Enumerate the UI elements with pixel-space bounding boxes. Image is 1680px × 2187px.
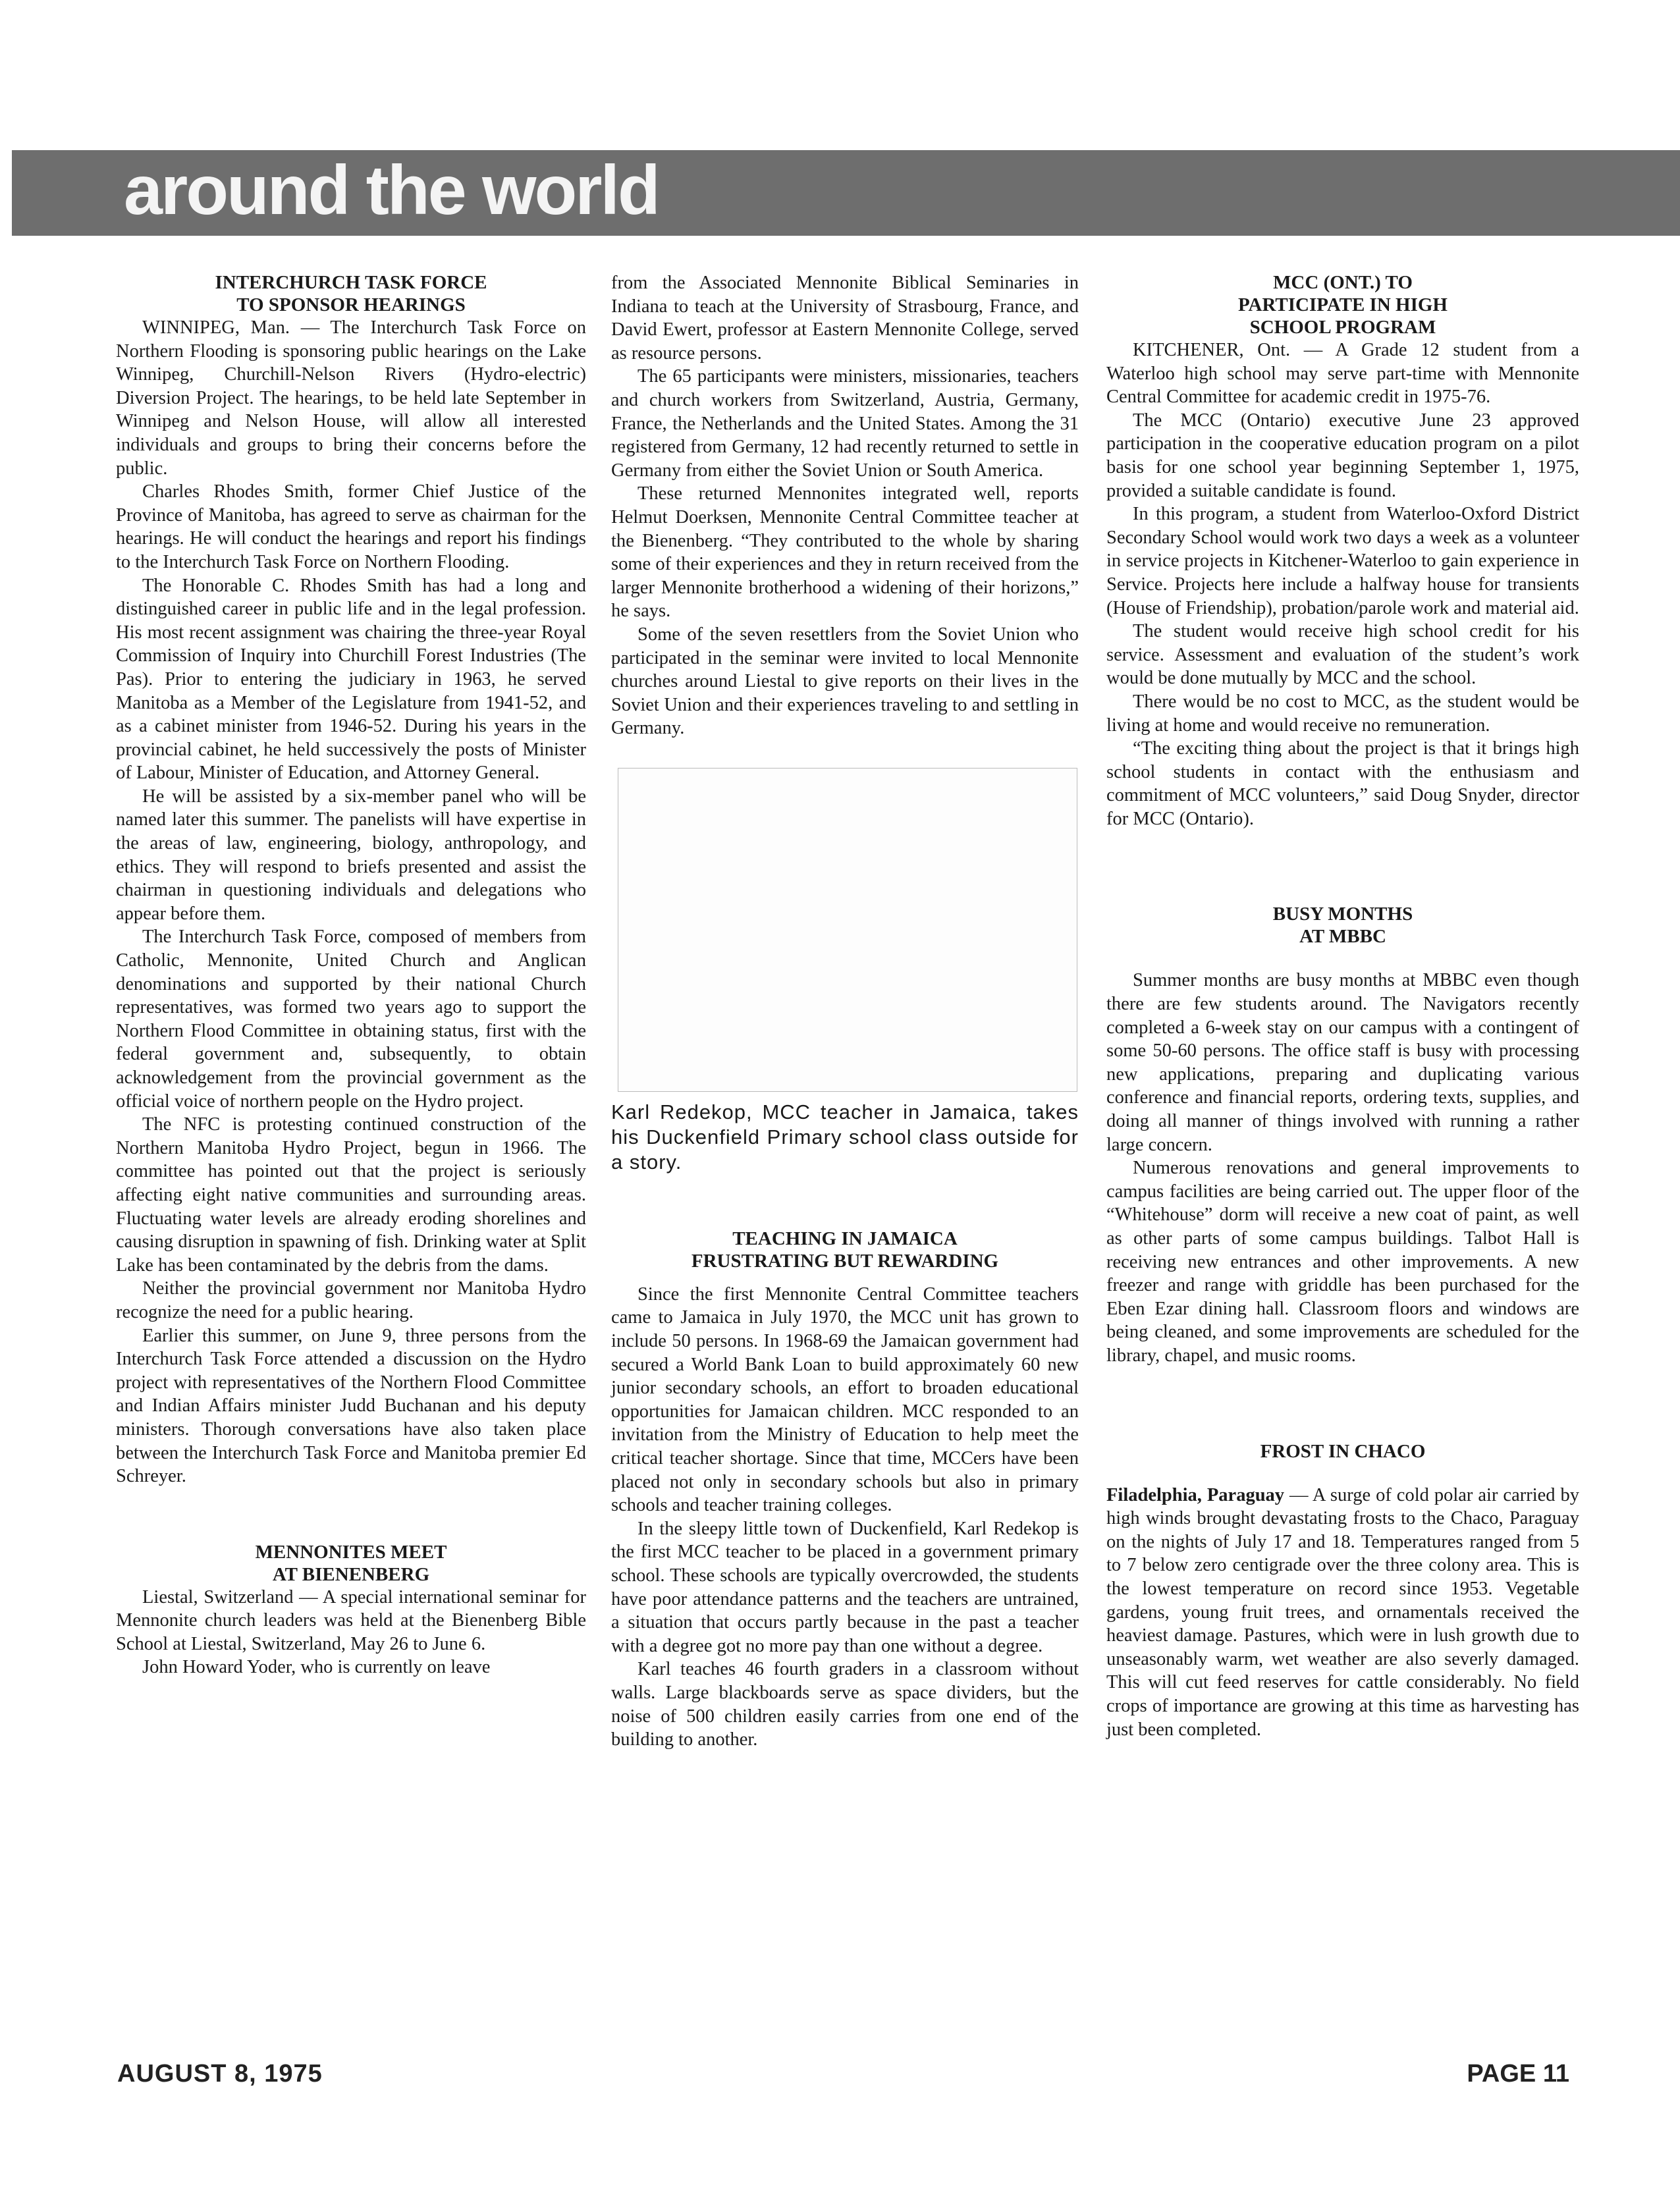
article-paragraph: These returned Mennonites integrated well, reports Helmut Doerksen, Mennonite Central Committee teacher at the Bienenberg. “They contributed to the whole by sharing some of their experiences and they in return received from the larger Mennonite brotherhood a widening of their horizons,” he says. — [611, 483, 1079, 622]
article-paragraph: The student would receive high school credit for his service. Assessment and evaluation of the student’s work would be done mutually by MCC and the school. — [1106, 621, 1579, 689]
column-1 — [116, 271, 586, 1679]
headline-bienenberg: MENNONITES MEET AT BIENENBERG — [255, 1541, 447, 1585]
article-continuation: from the Associated Mennonite Biblical Seminaries in Indiana to teach at the University of Strasbourg, France, and David Ewert, professor at Eastern Mennonite College, served as resource persons. — [611, 273, 1079, 364]
photo-caption: Karl Redekop, MCC teacher in Jamaica, takes his Duckenfield Primary school class outside for a story. — [611, 1100, 1079, 1174]
article-paragraph: Liestal, Switzerland — A special international seminar for Mennonite church leaders was held at the Bienenberg Bible School at Liestal, Switzerland, May 26 to June 6. — [116, 1586, 586, 1654]
headline-chaco: FROST IN CHACO — [1260, 1440, 1426, 1462]
column-3 — [1106, 271, 1579, 1741]
section-banner — [12, 150, 1680, 236]
article-paragraph: Since the first Mennonite Central Committee teachers came to Jamaica in July 1970, the MCC unit has grown to include 50 persons. In 1968-69 the Jamaican government had secured a World Bank Loan to build approximately 60 new junior secondary schools, an effort to broaden educational opportunities for Jamaican children. MCC responded to an invitation from the Ministry of Education to help meet the critical teacher shortage. Since that time, MCCers have been placed not only in secondary schools but also in primary schools and teacher training colleges. — [611, 1283, 1079, 1516]
article-paragraph: The Honorable C. Rhodes Smith has had a long and distinguished career in public life and in the legal profession. His most recent assignment was chairing the three-year Royal Commission of Inquiry into Churchill Forest Industries (The Pas). Prior to entering the judiciary in 1963, he served Manitoba as a Member of the Legislature from 1941-52, and as a cabinet minister from 1946-52. During his years in the provincial cabinet, he held successively the posts of Minister of Labour, Minister of Education, and Attorney General. — [116, 575, 586, 784]
dateline: Filadelphia, Paraguay — [1106, 1484, 1285, 1505]
article-paragraph: “The exciting thing about the project is that it brings high school students in contact with the enthusiasm and commitment of MCC volunteers,” said Doug Snyder, director for MCC (Ontario). — [1106, 738, 1579, 829]
article-paragraph: WINNIPEG, Man. — The Interchurch Task Force on Northern Flooding is sponsoring public hearings on the Lake Winnipeg, Churchill-Nelson Rivers (Hydro-electric) Diversion Project. The hearings, to be held late September in Winnipeg and Nelson House, will allow all interested individuals and groups to bring their concerns before the public. — [116, 317, 586, 479]
article-paragraph: KITCHENER, Ont. — A Grade 12 student from a Waterloo high school may serve part-time with Mennonite Central Committee for academic credit in 1975-76. — [1106, 340, 1579, 408]
article-paragraph: Summer months are busy months at MBBC even though there are few students around. The Navigators recently completed a 6-week stay on our campus with a contingent of some 50-60 persons. The office staff is busy with processing new applications, preparing and duplicating various conference and financial reports, ordering texts, supplies, and doing all manner of things involved with running a rather large concern. — [1106, 970, 1579, 1155]
photo-placeholder — [618, 768, 1077, 1092]
article-paragraph: There would be no cost to MCC, as the student would be living at home and would receive no remuneration. — [1106, 691, 1579, 736]
column-2 — [611, 271, 1079, 1752]
article-paragraph: In the sleepy little town of Duckenfield, Karl Redekop is the first MCC teacher to be placed in a government primary school. These schools are typically overcrowded, the students have poor attendance patterns and the teachers are untrained, a situation that occurs partly because in the past a teacher with a degree got no more pay than one without a degree. — [611, 1518, 1079, 1656]
footer-date: AUGUST 8, 1975 — [117, 2060, 323, 2088]
article-paragraph: Neither the provincial government nor Manitoba Hydro recognize the need for a public hearing. — [116, 1278, 586, 1322]
headline-task-force: INTERCHURCH TASK FORCE TO SPONSOR HEARINGS — [215, 272, 487, 315]
article-paragraph: Karl teaches 46 fourth graders in a classroom without walls. Large blackboards serve as space dividers, but the noise of 500 children easily carries from one end of the building to another. — [611, 1659, 1079, 1750]
headline-mcc-ontario: MCC (ONT.) TO PARTICIPATE IN HIGH SCHOOL PROGRAM — [1237, 272, 1448, 338]
article-paragraph: Numerous renovations and general improvements to campus facilities are being carried out. The upper floor of the “Whitehouse” dorm will receive a new coat of paint, as well as other parts of some campus buildings. Talbot Hall is receiving new entrances and other improvements. A new freezer and range with griddle has been purchased for the Eben Ezar dining hall. Classroom floors and windows are being cleaned, and some improvements are scheduled for the library, chapel, and music rooms. — [1106, 1158, 1579, 1366]
headline-mbbc: BUSY MONTHS AT MBBC — [1272, 904, 1413, 948]
article-paragraph: He will be assisted by a six-member panel who will be named later this summer. The panelists will have expertise in the areas of law, engineering, biology, anthropology, and ethics. They will respond to briefs presented and assist the chairman in questioning individuals and delegations who appear before them. — [116, 786, 586, 924]
article-paragraph: The MCC (Ontario) executive June 23 approved participation in the cooperative education program on a pilot basis for one school year beginning September 1, 1975, provided a suitable candidate is found. — [1106, 410, 1579, 501]
footer-page-number: PAGE 11 — [1467, 2060, 1569, 2088]
headline-jamaica: TEACHING IN JAMAICA FRUSTRATING BUT REWARDING — [691, 1228, 999, 1272]
article-text: — A surge of cold polar air carried by high winds brought devastating frosts to the Chaco, Paraguay on the nights of July 17 and 18. Temperatures ranged from 5 to 7 below zero centigrade over the three colony area. This is the lowest temperature on record since 1953. Vegetable gardens, young fruit trees, and ornamentals received the heaviest damage. Pastures, which were in lush growth due to unseasonably warm, wet weather are also severly damaged. This will cut feed reserves for cattle considerably. No field crops of importance are growing at this time as harvesting has just been completed. — [1106, 1484, 1579, 1740]
article-paragraph: In this program, a student from Waterloo-Oxford District Secondary School would work two days a week as a volunteer in service projects in Kitchener-Waterloo to gain experience in Service. Projects here include a halfway house for transients (House of Friendship), probation/parole work and material aid. — [1106, 504, 1579, 618]
article-paragraph: Charles Rhodes Smith, former Chief Justice of the Province of Manitoba, has agreed to serve as chairman for the hearings. He will conduct the hearings and report his findings to the Interchurch Task Force on Northern Flooding. — [116, 481, 586, 572]
article-paragraph: Some of the seven resettlers from the Soviet Union who participated in the seminar were invited to local Mennonite churches around Liestal to give reports on their lives in the Soviet Union and their experiences traveling to and settling in Germany. — [611, 624, 1079, 739]
article-paragraph: John Howard Yoder, who is currently on leave — [142, 1657, 491, 1678]
article-paragraph: The 65 participants were ministers, missionaries, teachers and church workers from Switzerland, Austria, Germany, France, the Netherlands and the United States. Among the 31 registered from Germany, 12 had recently returned to settle in Germany from either the Soviet Union or South America. — [611, 366, 1079, 481]
section-title: around the world — [124, 151, 659, 229]
article-paragraph: The NFC is protesting continued construction of the Northern Manitoba Hydro Project, begun in 1966. The committee has pointed out that the project is seriously affecting eight native communities and surrounding areas. Fluctuating water levels are already eroding shorelines and causing disruption in spawning of fish. Drinking water at Split Lake has been contaminated by the debris from the dams. — [116, 1114, 586, 1276]
article-paragraph: Earlier this summer, on June 9, three persons from the Interchurch Task Force attended a discussion on the Hydro project with representatives of the Northern Flood Committee and Indian Affairs minister Judd Buchanan and his deputy ministers. Thorough conversations have also taken place between the Interchurch Task Force and Manitoba premier Ed Schreyer. — [116, 1325, 586, 1487]
article-paragraph: The Interchurch Task Force, composed of members from Catholic, Mennonite, United Church and Anglican denominations and supported by their national Church representatives, was formed two years ago to support the Northern Flood Committee in obtaining status, first with the federal government and, subsequently, to obtain acknowledgement from the provincial government as the official voice of northern people on the Hydro project. — [116, 927, 586, 1112]
article-paragraph — [1106, 1484, 1579, 1742]
